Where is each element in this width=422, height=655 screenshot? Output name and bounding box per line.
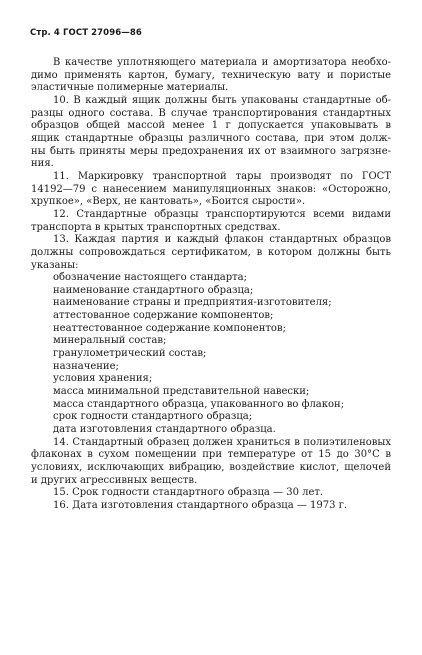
page-header: Стр. 4 ГОСТ 27096—86 (30, 28, 142, 38)
paragraph-12-line: транспорта в крытых транспортных средствах. (31, 221, 281, 233)
document-body (31, 57, 391, 513)
paragraph-11-line: 14192—79 с нанесением манипуляционных знаков: «Осторожно, (31, 183, 391, 195)
paragraph-10-line: ния. (31, 158, 54, 170)
paragraph-10-line: образцов общей массой менее 1 г допускается упаковывать в (31, 120, 391, 132)
list-item: обозначение настоящего стандарта; (53, 272, 247, 284)
list-item: срок годности стандартного образца; (53, 411, 253, 423)
paragraph-10-line: ны быть приняты меры предохранения их от взаимного загрязне- (31, 145, 391, 157)
list-item: аттестованное содержание компонентов; (53, 310, 274, 322)
list-item: гранулометрический состав; (53, 348, 207, 360)
paragraph-14-line: условиях, исключающих вибрацию, воздействие кислот, щелочей (31, 462, 391, 473)
paragraph-10-line: 10. В каждый ящик должны быть упакованы стандартные об- (53, 94, 391, 106)
paragraph-10-line: разцы одного состава. В случае транспортирования стандартных (31, 107, 391, 119)
paragraph-10-line: ящик стандартные образцы различного состава, при этом долж- (31, 132, 391, 144)
paragraph-line: эластичные полимерные материалы. (31, 82, 229, 94)
paragraph-14-line: 14. Стандартный образец должен храниться в полиэтиленовых (53, 436, 391, 448)
list-item: условия хранения; (53, 373, 153, 385)
paragraph-13-line: указаны: (31, 259, 79, 271)
paragraph-15-line: 15. Срок годности стандартного образца — 30 лет. (53, 487, 324, 499)
list-item: наименование страны и предприятия-изготовителя; (53, 297, 332, 309)
paragraph-16-line: 16. Дата изготовления стандартного образца — 1973 г. (53, 499, 348, 511)
list-item: назначение; (53, 360, 119, 372)
list-item: масса стандартного образца, упакованного во флакон; (53, 398, 345, 410)
list-item: наименование стандартного образца; (53, 284, 254, 296)
paragraph-14-line: флаконах в сухом помещении при температуре от 15 до 30°С в (31, 449, 391, 461)
paragraph-13-line: 13. Каждая партия и каждый флакон стандартных образцов (53, 234, 391, 246)
paragraph-12-line: 12. Стандартные образцы транспортируются всеми видами (53, 208, 391, 220)
paragraph-11-line: 11. Маркировку транспортной тары производят по ГОСТ (53, 170, 391, 182)
paragraph-13-line: должны сопровождаться сертификатом, в котором должны быть (31, 246, 391, 258)
paragraph-line: димо применять картон, бумагу, техническую вату и пористые (31, 69, 391, 81)
list-item: неаттестованное содержание компонентов; (53, 322, 286, 334)
list-item: минеральный состав; (53, 335, 167, 347)
list-item: дата изготовления стандартного образца. (53, 424, 276, 436)
paragraph-11-line: хрупкое», «Верх, не кантовать», «Боится сырости». (31, 196, 306, 208)
paragraph-14-line: и других агрессивных веществ. (31, 474, 198, 486)
list-item: масса минимальной представительной навески; (53, 386, 310, 398)
paragraph-line: В качестве уплотняющего материала и амортизатора необхо- (53, 57, 391, 68)
